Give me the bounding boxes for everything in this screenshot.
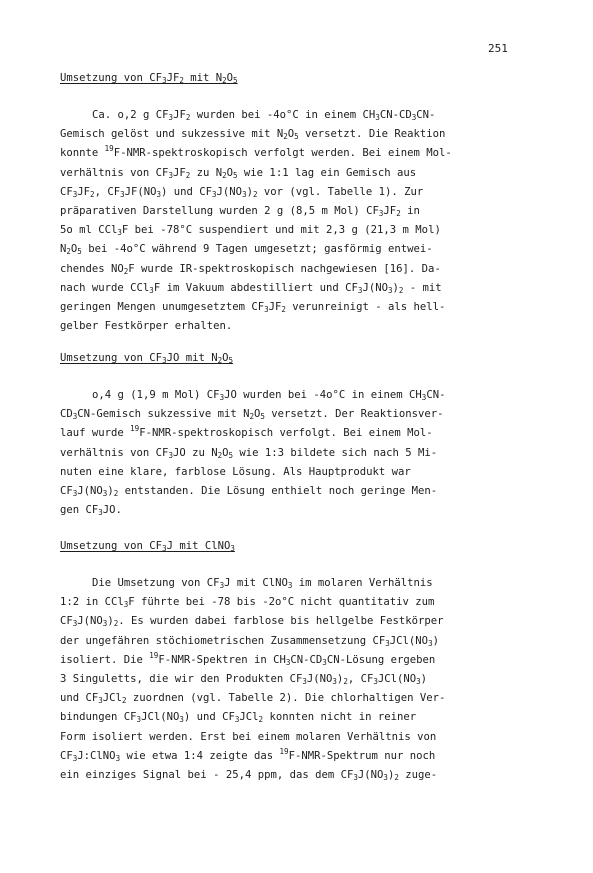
text-line: Die Umsetzung von $CF_3J$ mit ClNO$_3$ im molaren Verhältnis	[92, 577, 433, 590]
text-line: 5o ml CCl$_3$F bei -78°C suspendiert und mit 2,3 g (21,3 m Mol)	[60, 224, 441, 238]
text-line: $CF_3J:ClNO_3$ wie etwa 1:4 zeigte das $^{19}$F-NMR-Spektrum nur noch	[60, 746, 436, 763]
section-cf3jf2-n2o5	[60, 70, 530, 336]
text-line: 1:2 in CCl$_3$F führte bei -78 bis -2o°C nicht quantitativ zum	[60, 596, 435, 610]
section-heading: Umsetzung von $CF_3JF_2$ mit $N_2O_5$	[60, 72, 238, 85]
text-line: gen $CF_3JO$.	[60, 504, 122, 518]
text-line: gelber Festkörper erhalten.	[60, 320, 233, 333]
text-line: verhältnis von $CF_3JO$ zu $N_2O_5$ wie 1:3 bildete sich nach 5 Mi-	[60, 446, 438, 460]
text-line: Ca. o,2 g $CF_3JF_2$ wurden bei -4o°C in einem $CH_3CN-CD_3CN-$	[92, 109, 436, 122]
text-line: 3 Singuletts, die wir den Produkten $CF_3J(NO_3)_2$, $CF_3JCl(NO_3)$	[60, 672, 428, 686]
text-line: chendes $NO_2F$ wurde IR-spektroskopisch nachgewiesen [16]. Da-	[60, 262, 441, 276]
section-cf3j-clno3	[60, 538, 530, 785]
text-line: geringen Mengen unumgesetztem $CF_3JF_2$ verunreinigt - als hell-	[60, 300, 446, 314]
text-line: der ungefähren stöchiometrischen Zusammensetzung $CF_3JCl(NO_3)$	[60, 634, 439, 648]
section-paragraph	[60, 386, 530, 520]
section-heading: Umsetzung von $CF_3J$ mit ClNO$_3$	[60, 540, 235, 553]
page-number: 251	[488, 42, 508, 55]
text-line: lauf wurde $^{19}$F-NMR-spektroskopisch verfolgt. Bei einem Mol-	[60, 424, 433, 440]
text-line: nach wurde CCl$_3$F im Vakuum abdestilliert und $CF_3J(NO_3)_2$ - mit	[60, 281, 442, 295]
text-line: nuten eine klare, farblose Lösung. Als Hauptprodukt war	[60, 465, 411, 478]
text-line: $CF_3J(NO_3)_2$ entstanden. Die Lösung enthielt noch geringe Men-	[60, 484, 438, 498]
text-line: ein einziges Signal bei - 25,4 ppm, das dem $CF_3J(NO_3)_2$ zuge-	[60, 768, 438, 782]
section-heading: Umsetzung von $CF_3JO$ mit $N_2O_5$	[60, 352, 234, 365]
text-line: $N_2O_5$ bei -4o°C während 9 Tagen umgesetzt; gasförmig entwei-	[60, 243, 433, 257]
text-line: und $CF_3JCl_2$ zuordnen (vgl. Tabelle 2). Die chlorhaltigen Ver-	[60, 692, 446, 706]
text-line: o,4 g (1,9 m Mol) $CF_3JO$ wurden bei -4o°C in einem $CH_3CN-$	[92, 389, 446, 402]
section-paragraph	[60, 106, 530, 336]
text-line: $CF_3JF_2$, $CF_3JF(NO_3)$ und $CF_3J(NO_3)_2$ vor (vgl. Tabelle 1). Zur	[60, 185, 424, 199]
text-line: Gemisch gelöst und sukzessive mit $N_2O_5$ versetzt. Die Reaktion	[60, 128, 446, 142]
text-line: $CD_3CN$-Gemisch sukzessive mit $N_2O_5$ versetzt. Der Reaktionsver-	[60, 408, 444, 422]
text-line: $CF_3J(NO_3)_2$. Es wurden dabei farblose bis hellgelbe Festkörper	[60, 615, 444, 629]
text-line: konnte $^{19}$F-NMR-spektroskopisch verfolgt werden. Bei einem Mol-	[60, 144, 452, 160]
text-line: isoliert. Die $^{19}$F-NMR-Spektren in $CH_3CN-CD_3CN$-Lösung ergeben	[60, 650, 436, 667]
section-paragraph	[60, 574, 530, 785]
text-line: bindungen $CF_3JCl(NO_3)$ und $CF_3JCl_2$ konnten nicht in reiner	[60, 711, 417, 725]
text-line: präparativen Darstellung wurden 2 g (8,5 m Mol) $CF_3JF_2$ in	[60, 204, 420, 218]
text-line: verhältnis von $CF_3JF_2$ zu $N_2O_5$ wie 1:1 lag ein Gemisch aus	[60, 166, 417, 180]
section-cf3jo-n2o5	[60, 350, 530, 520]
text-line: Form isoliert werden. Erst bei einem molaren Verhältnis von	[60, 730, 437, 743]
